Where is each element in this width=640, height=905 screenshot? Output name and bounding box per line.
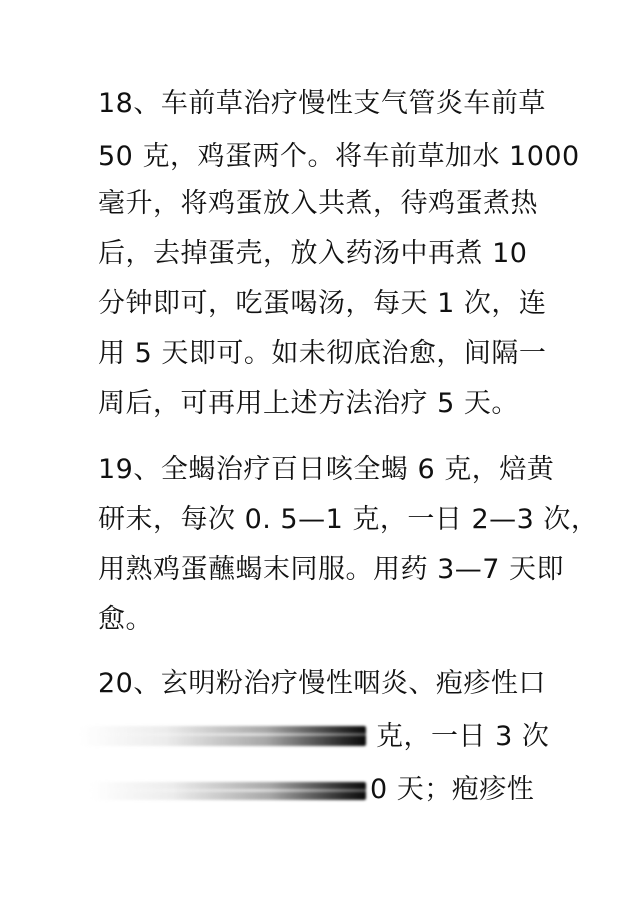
item-20-line-1: 20、玄明粉治疗慢性咽炎、疱疹性口 — [98, 668, 546, 699]
item-18-line-5: 分钟即可，吃蛋喝汤，每天 1 次，连 — [98, 288, 547, 319]
item-19-line-2: 研末，每次 0. 5—1 克，一日 2—3 次， — [98, 504, 599, 535]
item-19-line-4: 愈。 — [98, 604, 153, 635]
item-18-line-4: 后，去掉蛋壳，放入药汤中再煮 10 — [98, 238, 528, 269]
item-20-partial-line-2: 克，一日 3 次 — [376, 721, 550, 752]
smear-overlay — [80, 726, 366, 746]
item-20-partial-line-3: 0 天；疱疹性 — [370, 774, 535, 805]
item-19-line-3: 用熟鸡蛋蘸蝎末同服。用药 3—7 天即 — [98, 554, 565, 585]
item-18-line-3: 毫升，将鸡蛋放入共煮，待鸡蛋煮热 — [98, 188, 538, 219]
item-18-line-1: 18、车前草治疗慢性支气管炎车前草 — [98, 88, 546, 119]
item-18-line-7: 周后，可再用上述方法治疗 5 天。 — [98, 388, 519, 419]
item-18-line-2: 50 克，鸡蛋两个。将车前草加水 1000 — [98, 141, 580, 172]
item-19-line-1: 19、全蝎治疗百日咳全蝎 6 克，焙黄 — [98, 454, 555, 485]
smear-overlay — [90, 782, 366, 800]
item-18-line-6: 用 5 天即可。如未彻底治愈，间隔一 — [98, 338, 547, 369]
